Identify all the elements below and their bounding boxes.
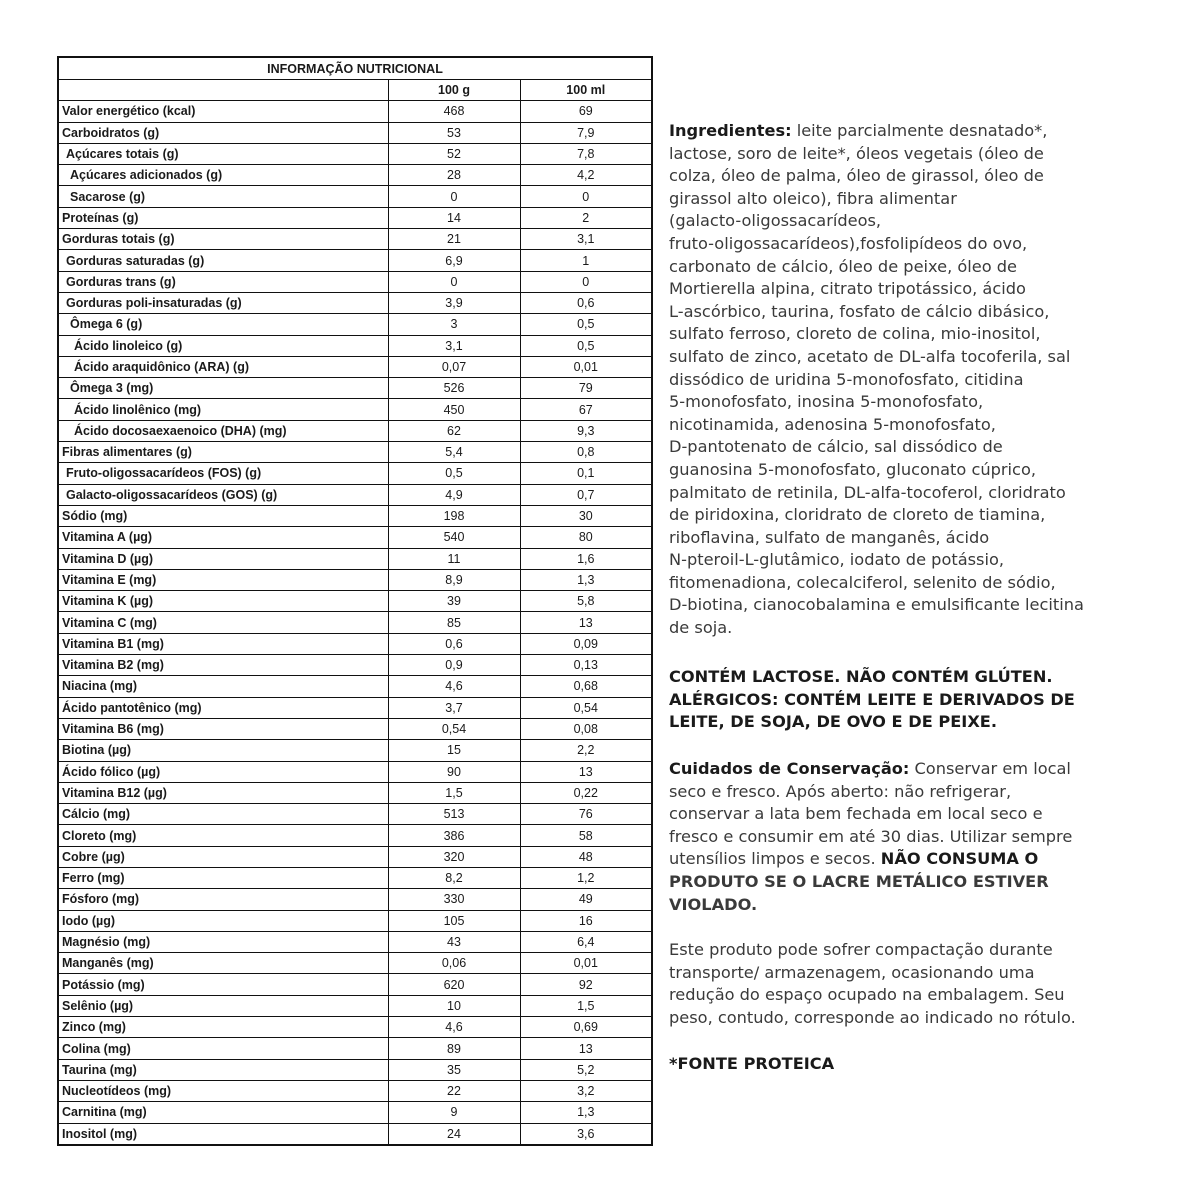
value-100g: 4,6 xyxy=(388,1017,520,1038)
protein-source-note xyxy=(669,1053,1169,1076)
nutrient-label: Carnitina (mg) xyxy=(58,1102,388,1123)
header-100g: 100 g xyxy=(388,80,520,101)
value-100ml: 9,3 xyxy=(520,420,652,441)
nutrient-label: Ácido fólico (µg) xyxy=(58,761,388,782)
value-100ml: 3,2 xyxy=(520,1080,652,1101)
value-100ml: 0,22 xyxy=(520,782,652,803)
value-100g: 0,06 xyxy=(388,953,520,974)
conservation-line: fresco e consumir em até 30 dias. Utilizar sempre xyxy=(669,826,1073,846)
table-row xyxy=(58,505,652,526)
nutrient-label: Gorduras saturadas (g) xyxy=(58,250,388,271)
table-row xyxy=(58,314,652,335)
value-100ml: 0,5 xyxy=(520,335,652,356)
table-row xyxy=(58,527,652,548)
table-row xyxy=(58,740,652,761)
value-100g: 1,5 xyxy=(388,782,520,803)
ingredients-line: colza, óleo de palma, óleo de girassol, óleo de xyxy=(669,166,1044,186)
table-row xyxy=(58,633,652,654)
nutrient-label: Gorduras trans (g) xyxy=(58,271,388,292)
nutrient-label: Açúcares totais (g) xyxy=(58,143,388,164)
nutrient-label: Manganês (mg) xyxy=(58,953,388,974)
value-100g: 0,54 xyxy=(388,718,520,739)
value-100ml: 67 xyxy=(520,399,652,420)
ingredients-line: riboflavina, sulfato de manganês, ácido xyxy=(669,527,990,547)
nutrient-label: Ácido linolênico (mg) xyxy=(58,399,388,420)
value-100g: 0 xyxy=(388,271,520,292)
ingredients-line: carbonato de cálcio, óleo de peixe, óleo de xyxy=(669,256,1018,276)
conservation-warning-line: VIOLADO. xyxy=(669,894,758,914)
table-title: INFORMAÇÃO NUTRICIONAL xyxy=(58,57,652,80)
ingredients-line: nicotinamida, adenosina 5-monofosfato, xyxy=(669,414,996,434)
ingredients-line: sulfato de zinco, acetato de DL-alfa tocoferila, sal xyxy=(669,346,1071,366)
value-100ml: 0,69 xyxy=(520,1017,652,1038)
nutrient-label: Nucleotídeos (mg) xyxy=(58,1080,388,1101)
value-100g: 3,7 xyxy=(388,697,520,718)
nutrient-label: Cobre (µg) xyxy=(58,846,388,867)
value-100g: 28 xyxy=(388,165,520,186)
value-100g: 5,4 xyxy=(388,442,520,463)
table-row xyxy=(58,974,652,995)
nutrition-rows xyxy=(58,101,652,1145)
ingredients-line: dissódico de uridina 5-monofosfato, citidina xyxy=(669,369,1024,389)
header-100ml: 100 ml xyxy=(520,80,652,101)
ingredients-line: fitomenadiona, colecalciferol, selenito de sódio, xyxy=(669,572,1056,592)
value-100g: 43 xyxy=(388,931,520,952)
value-100ml: 5,2 xyxy=(520,1059,652,1080)
table-row xyxy=(58,186,652,207)
table-row xyxy=(58,378,652,399)
value-100ml: 30 xyxy=(520,505,652,526)
value-100ml: 76 xyxy=(520,804,652,825)
table-row xyxy=(58,548,652,569)
nutrient-label: Cloreto (mg) xyxy=(58,825,388,846)
value-100ml: 13 xyxy=(520,761,652,782)
compaction-line: Este produto pode sofrer compactação durante xyxy=(669,940,1053,959)
value-100g: 540 xyxy=(388,527,520,548)
table-title-row xyxy=(58,57,652,80)
value-100ml: 0,54 xyxy=(520,697,652,718)
value-100ml: 6,4 xyxy=(520,931,652,952)
value-100ml: 7,8 xyxy=(520,143,652,164)
conservation-line xyxy=(669,758,1169,781)
value-100g: 3,9 xyxy=(388,292,520,313)
table-row xyxy=(58,655,652,676)
value-100g: 85 xyxy=(388,612,520,633)
value-100g: 6,9 xyxy=(388,250,520,271)
value-100g: 89 xyxy=(388,1038,520,1059)
nutrient-label: Gorduras totais (g) xyxy=(58,229,388,250)
nutrient-label: Fósforo (mg) xyxy=(58,889,388,910)
nutrient-label: Niacina (mg) xyxy=(58,676,388,697)
value-100g: 11 xyxy=(388,548,520,569)
nutrient-label: Iodo (µg) xyxy=(58,910,388,931)
nutrition-table xyxy=(57,56,653,1146)
header-empty-cell xyxy=(58,80,388,101)
value-100g: 21 xyxy=(388,229,520,250)
ingredients-line: palmitato de retinila, DL-alfa-tocoferol, cloridrato xyxy=(669,482,1066,502)
table-row xyxy=(58,122,652,143)
ingredients-line: lactose, soro de leite*, óleos vegetais (óleo de xyxy=(669,143,1044,163)
nutrient-label: Vitamina K (µg) xyxy=(58,591,388,612)
ingredients-block xyxy=(669,120,1169,640)
value-100g: 3,1 xyxy=(388,335,520,356)
value-100ml: 1,3 xyxy=(520,569,652,590)
nutrient-label: Ômega 6 (g) xyxy=(58,314,388,335)
value-100ml: 3,6 xyxy=(520,1123,652,1145)
table-row xyxy=(58,995,652,1016)
nutrient-label: Valor energético (kcal) xyxy=(58,101,388,122)
conservation-warning: NÃO CONSUMA O xyxy=(880,849,1039,869)
table-row xyxy=(58,697,652,718)
ingredients-line: fruto-oligossacarídeos),fosfolipídeos do ovo, xyxy=(669,233,1028,253)
ingredients-line xyxy=(669,120,1169,143)
value-100g: 0,9 xyxy=(388,655,520,676)
value-100g: 35 xyxy=(388,1059,520,1080)
ingredients-line: de soja. xyxy=(669,618,733,638)
nutrient-label: Ácido docosaexaenoico (DHA) (mg) xyxy=(58,420,388,441)
table-row xyxy=(58,1059,652,1080)
value-100g: 4,9 xyxy=(388,484,520,505)
value-100ml: 0 xyxy=(520,186,652,207)
table-row xyxy=(58,271,652,292)
compaction-line: peso, contudo, corresponde ao indicado no rótulo. xyxy=(669,1007,1076,1027)
value-100g: 620 xyxy=(388,974,520,995)
nutrient-label: Fibras alimentares (g) xyxy=(58,442,388,463)
ingredients-text: leite parcialmente desnatado*, xyxy=(791,121,1048,140)
nutrient-label: Galacto-oligossacarídeos (GOS) (g) xyxy=(58,484,388,505)
nutrient-label: Gorduras poli-insaturadas (g) xyxy=(58,292,388,313)
nutrient-label: Vitamina E (mg) xyxy=(58,569,388,590)
value-100g: 39 xyxy=(388,591,520,612)
value-100ml: 3,1 xyxy=(520,229,652,250)
value-100ml: 0,1 xyxy=(520,463,652,484)
nutrient-label: Vitamina B12 (µg) xyxy=(58,782,388,803)
conservation-line: conservar a lata bem fechada em local seco e xyxy=(669,804,1043,824)
nutrient-label: Colina (mg) xyxy=(58,1038,388,1059)
value-100ml: 2 xyxy=(520,207,652,228)
conservation-heading: Cuidados de Conservação: xyxy=(669,759,910,778)
value-100ml: 4,2 xyxy=(520,165,652,186)
nutrient-label: Zinco (mg) xyxy=(58,1017,388,1038)
table-row xyxy=(58,761,652,782)
value-100ml: 0,8 xyxy=(520,442,652,463)
table-row xyxy=(58,420,652,441)
table-row xyxy=(58,101,652,122)
value-100g: 4,6 xyxy=(388,676,520,697)
value-100ml: 0,6 xyxy=(520,292,652,313)
value-100ml: 1,3 xyxy=(520,1102,652,1123)
table-row xyxy=(58,292,652,313)
value-100g: 513 xyxy=(388,804,520,825)
table-row xyxy=(58,804,652,825)
value-100g: 0,5 xyxy=(388,463,520,484)
value-100ml: 49 xyxy=(520,889,652,910)
value-100ml: 7,9 xyxy=(520,122,652,143)
allergen-line: CONTÉM LACTOSE. NÃO CONTÉM GLÚTEN. xyxy=(669,667,1053,686)
ingredients-line: Mortierella alpina, citrato tripotássico, ácido xyxy=(669,279,1026,299)
value-100g: 8,2 xyxy=(388,867,520,888)
value-100g: 105 xyxy=(388,910,520,931)
value-100g: 526 xyxy=(388,378,520,399)
value-100g: 320 xyxy=(388,846,520,867)
ingredients-line: sulfato ferroso, cloreto de colina, mio-inositol, xyxy=(669,324,1041,344)
value-100ml: 0 xyxy=(520,271,652,292)
table-row xyxy=(58,229,652,250)
ingredients-line: N-pteroil-L-glutâmico, iodato de potássio, xyxy=(669,550,1005,570)
value-100g: 330 xyxy=(388,889,520,910)
table-row xyxy=(58,463,652,484)
nutrient-label: Ácido pantotênico (mg) xyxy=(58,697,388,718)
table-row xyxy=(58,867,652,888)
value-100ml: 0,08 xyxy=(520,718,652,739)
nutrient-label: Vitamina A (µg) xyxy=(58,527,388,548)
table-row xyxy=(58,953,652,974)
table-row xyxy=(58,612,652,633)
value-100ml: 2,2 xyxy=(520,740,652,761)
nutrient-label: Fruto-oligossacarídeos (FOS) (g) xyxy=(58,463,388,484)
value-100g: 53 xyxy=(388,122,520,143)
value-100g: 9 xyxy=(388,1102,520,1123)
value-100ml: 1 xyxy=(520,250,652,271)
table-row xyxy=(58,335,652,356)
ingredients-line: girassol alto oleico), fibra alimentar xyxy=(669,188,957,208)
conservation-line xyxy=(669,848,1169,871)
value-100ml: 0,68 xyxy=(520,676,652,697)
value-100ml: 80 xyxy=(520,527,652,548)
nutrient-label: Vitamina B6 (mg) xyxy=(58,718,388,739)
allergen-line: ALÉRGICOS: CONTÉM LEITE E DERIVADOS DE xyxy=(669,689,1075,709)
ingredients-line: D-biotina, cianocobalamina e emulsificante lecitina xyxy=(669,595,1084,615)
protein-source-text: *FONTE PROTEICA xyxy=(669,1054,835,1073)
value-100g: 450 xyxy=(388,399,520,420)
value-100g: 14 xyxy=(388,207,520,228)
value-100ml: 48 xyxy=(520,846,652,867)
ingredients-line: L-ascórbico, taurina, fosfato de cálcio dibásico, xyxy=(669,301,1050,321)
value-100ml: 0,09 xyxy=(520,633,652,654)
value-100g: 3 xyxy=(388,314,520,335)
nutrient-label: Ácido linoleico (g) xyxy=(58,335,388,356)
nutrient-label: Vitamina B1 (mg) xyxy=(58,633,388,654)
table-row xyxy=(58,250,652,271)
value-100g: 90 xyxy=(388,761,520,782)
value-100ml: 92 xyxy=(520,974,652,995)
value-100g: 24 xyxy=(388,1123,520,1145)
nutrient-label: Taurina (mg) xyxy=(58,1059,388,1080)
table-row xyxy=(58,846,652,867)
nutrient-label: Ferro (mg) xyxy=(58,867,388,888)
value-100g: 0 xyxy=(388,186,520,207)
conservation-text: Conservar em local xyxy=(909,759,1071,778)
ingredients-line: D-pantotenato de cálcio, sal dissódico de xyxy=(669,437,1003,457)
value-100ml: 58 xyxy=(520,825,652,846)
table-header-row xyxy=(58,80,652,101)
value-100g: 22 xyxy=(388,1080,520,1101)
value-100ml: 1,6 xyxy=(520,548,652,569)
table-row xyxy=(58,591,652,612)
nutrient-label: Proteínas (g) xyxy=(58,207,388,228)
ingredients-line: de piridoxina, cloridrato de cloreto de tiamina, xyxy=(669,505,1046,525)
nutrient-label: Ômega 3 (mg) xyxy=(58,378,388,399)
value-100ml: 0,01 xyxy=(520,356,652,377)
conservation-block xyxy=(669,758,1169,916)
table-row xyxy=(58,143,652,164)
table-row xyxy=(58,889,652,910)
nutrient-label: Vitamina B2 (mg) xyxy=(58,655,388,676)
table-row xyxy=(58,569,652,590)
value-100ml: 0,5 xyxy=(520,314,652,335)
table-row xyxy=(58,910,652,931)
table-row xyxy=(58,399,652,420)
value-100ml: 0,13 xyxy=(520,655,652,676)
value-100g: 0,07 xyxy=(388,356,520,377)
nutrient-label: Vitamina D (µg) xyxy=(58,548,388,569)
table-row xyxy=(58,165,652,186)
table-row xyxy=(58,1102,652,1123)
value-100ml: 0,7 xyxy=(520,484,652,505)
value-100g: 15 xyxy=(388,740,520,761)
compaction-line: redução do espaço ocupado na embalagem. Seu xyxy=(669,985,1065,1005)
table-row xyxy=(58,484,652,505)
allergen-line: LEITE, DE SOJA, DE OVO E DE PEIXE. xyxy=(669,712,998,732)
table-row xyxy=(58,1017,652,1038)
allergen-warning xyxy=(669,666,1169,734)
table-row xyxy=(58,676,652,697)
nutrient-label: Selênio (µg) xyxy=(58,995,388,1016)
table-row xyxy=(58,356,652,377)
value-100g: 386 xyxy=(388,825,520,846)
value-100ml: 0,01 xyxy=(520,953,652,974)
compaction-line: transporte/ armazenagem, ocasionando uma xyxy=(669,962,1035,982)
value-100g: 198 xyxy=(388,505,520,526)
value-100ml: 69 xyxy=(520,101,652,122)
value-100ml: 1,5 xyxy=(520,995,652,1016)
nutrient-label: Ácido araquidônico (ARA) (g) xyxy=(58,356,388,377)
table-row xyxy=(58,718,652,739)
value-100g: 62 xyxy=(388,420,520,441)
table-row xyxy=(58,931,652,952)
value-100ml: 1,2 xyxy=(520,867,652,888)
table-row xyxy=(58,782,652,803)
conservation-line: seco e fresco. Após aberto: não refrigerar, xyxy=(669,781,1012,801)
value-100ml: 5,8 xyxy=(520,591,652,612)
nutrient-label: Sódio (mg) xyxy=(58,505,388,526)
ingredients-heading: Ingredientes: xyxy=(669,121,792,140)
ingredients-line: 5-monofosfato, inosina 5-monofosfato, xyxy=(669,392,984,412)
value-100g: 468 xyxy=(388,101,520,122)
nutrient-label: Inositol (mg) xyxy=(58,1123,388,1145)
value-100g: 8,9 xyxy=(388,569,520,590)
nutrient-label: Biotina (µg) xyxy=(58,740,388,761)
nutrient-label: Magnésio (mg) xyxy=(58,931,388,952)
nutrient-label: Potássio (mg) xyxy=(58,974,388,995)
conservation-warning-line: PRODUTO SE O LACRE METÁLICO ESTIVER xyxy=(669,871,1049,891)
ingredients-line: (galacto-oligossacarídeos, xyxy=(669,211,882,231)
nutrient-label: Cálcio (mg) xyxy=(58,804,388,825)
value-100ml: 13 xyxy=(520,1038,652,1059)
table-row xyxy=(58,825,652,846)
compaction-notice xyxy=(669,939,1169,1029)
table-row xyxy=(58,1080,652,1101)
value-100ml: 13 xyxy=(520,612,652,633)
value-100g: 52 xyxy=(388,143,520,164)
nutrient-label: Sacarose (g) xyxy=(58,186,388,207)
nutrient-label: Carboidratos (g) xyxy=(58,122,388,143)
table-row xyxy=(58,1038,652,1059)
nutrient-label: Vitamina C (mg) xyxy=(58,612,388,633)
nutrient-label: Açúcares adicionados (g) xyxy=(58,165,388,186)
ingredients-line: guanosina 5-monofosfato, gluconato cúprico, xyxy=(669,459,1036,479)
table-row xyxy=(58,442,652,463)
table-row xyxy=(58,1123,652,1145)
value-100g: 10 xyxy=(388,995,520,1016)
value-100ml: 79 xyxy=(520,378,652,399)
value-100ml: 16 xyxy=(520,910,652,931)
conservation-text: utensílios limpos e secos. xyxy=(669,849,881,869)
value-100g: 0,6 xyxy=(388,633,520,654)
table-row xyxy=(58,207,652,228)
